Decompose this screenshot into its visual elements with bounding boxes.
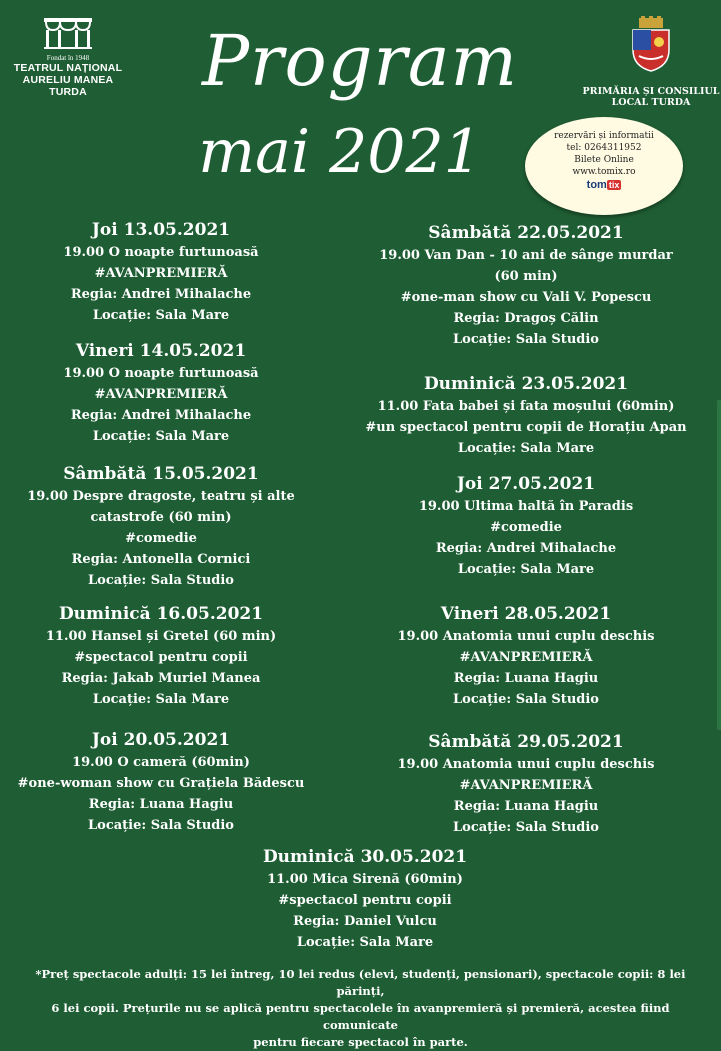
event-line: 11.00 Fata babei și fata moșului (60min) xyxy=(377,399,675,414)
event-line: (60 min) xyxy=(494,269,558,284)
city-crest-icon xyxy=(629,16,673,72)
booking-info xyxy=(525,117,683,215)
event-line: 19.00 Ultima haltă în Paradis xyxy=(418,499,634,514)
event-line: Locație: Sala Studio xyxy=(453,820,599,835)
scrollbar[interactable] xyxy=(717,400,721,730)
page-subtitle: mai 2021 xyxy=(198,117,482,187)
event-line: Locație: Sala Studio xyxy=(453,332,599,347)
event-block xyxy=(6,219,316,326)
event-line: Locație: Sala Mare xyxy=(92,308,230,323)
event-line: Locație: Sala Mare xyxy=(457,441,595,456)
event-date: Duminică 30.05.2021 xyxy=(262,847,468,867)
event-line: #AVANPREMIERĂ xyxy=(94,387,228,402)
event-line: #spectacol pentru copii xyxy=(278,893,452,908)
event-line: Regia: Antonella Cornici xyxy=(71,552,251,567)
event-line: Locație: Sala Studio xyxy=(88,818,234,833)
event-block xyxy=(356,373,696,459)
booking-line: Bilete Online xyxy=(574,155,634,165)
event-line: Locație: Sala Mare xyxy=(92,692,230,707)
event-line: #one-woman show cu Grațiela Bădescu xyxy=(17,776,305,791)
event-line: Regia: Daniel Vulcu xyxy=(293,914,437,929)
event-line: #one-man show cu Vali V. Popescu xyxy=(400,290,652,305)
theatre-name: TEATRUL NAȚIONAL AURELIU MANEA TURDA xyxy=(13,62,123,98)
event-block xyxy=(6,340,316,447)
event-line: catastrofe (60 min) xyxy=(90,510,232,525)
event-block xyxy=(356,731,696,838)
event-line: Regia: Luana Hagiu xyxy=(453,671,599,686)
event-line: 11.00 Mica Sirenă (60min) xyxy=(267,872,463,887)
event-line: 11.00 Hansel și Gretel (60 min) xyxy=(45,629,277,644)
event-date: Duminică 16.05.2021 xyxy=(58,604,264,624)
event-line: 19.00 Van Dan - 10 ani de sânge murdar xyxy=(379,248,673,263)
pricing-note: *Preț spectacole adulți: 15 lei întreg, 10 lei redus (elevi, studenți, pensionari), spectacole copii: 8 lei părinți, 6 lei copii. Prețurile nu se aplică pentru spectacolele în avanpremieră și premieră, acestea fiind comunicate pentru fiecare spectacol în parte. xyxy=(35,967,686,1049)
event-date: Sâmbătă 29.05.2021 xyxy=(428,732,624,752)
event-block xyxy=(6,729,316,836)
event-date: Sâmbătă 15.05.2021 xyxy=(63,464,259,484)
page-title: Program xyxy=(201,20,519,102)
tomtix-logo: tom tix xyxy=(586,179,620,191)
event-line: Locație: Sala Mare xyxy=(296,935,434,950)
event-line: Regia: Andrei Mihalache xyxy=(435,541,617,556)
event-line: Regia: Andrei Mihalache xyxy=(70,408,252,423)
event-block xyxy=(200,846,530,953)
event-line: Regia: Luana Hagiu xyxy=(88,797,234,812)
event-block xyxy=(356,473,696,580)
event-line: 19.00 O cameră (60min) xyxy=(72,755,250,770)
city-logo xyxy=(581,16,721,108)
city-hall-name: PRIMĂRIA ȘI CONSILIUL LOCAL TURDA xyxy=(582,86,720,108)
theatre-building-icon xyxy=(42,16,94,50)
event-block xyxy=(6,463,316,591)
event-line: #comedie xyxy=(490,520,562,535)
event-date: Duminică 23.05.2021 xyxy=(423,374,629,394)
event-line: #comedie xyxy=(125,531,197,546)
founded-label: Fondat în 1948 xyxy=(46,54,90,62)
event-line: Regia: Dragoș Călin xyxy=(453,311,599,326)
event-line: Regia: Andrei Mihalache xyxy=(70,287,252,302)
booking-phone: tel: 0264311952 xyxy=(566,143,642,153)
event-line: #spectacol pentru copii xyxy=(74,650,248,665)
event-line: 19.00 Despre dragoste, teatru și alte xyxy=(27,489,295,504)
event-line: Locație: Sala Mare xyxy=(457,562,595,577)
event-line: #AVANPREMIERĂ xyxy=(459,778,593,793)
event-block xyxy=(6,603,316,710)
event-line: #AVANPREMIERĂ xyxy=(94,266,228,281)
event-line: 19.00 O noapte furtunoasă xyxy=(63,245,259,260)
event-line: Locație: Sala Studio xyxy=(453,692,599,707)
event-line: 19.00 O noapte furtunoasă xyxy=(63,366,259,381)
event-date: Joi 20.05.2021 xyxy=(91,730,231,750)
event-line: Locație: Sala Mare xyxy=(92,429,230,444)
event-date: Joi 13.05.2021 xyxy=(91,220,231,240)
booking-line: rezervări și informatii xyxy=(554,131,654,141)
event-line: Regia: Luana Hagiu xyxy=(453,799,599,814)
event-date: Vineri 28.05.2021 xyxy=(440,604,612,624)
event-block xyxy=(356,603,696,710)
event-line: Regia: Jakab Muriel Manea xyxy=(61,671,261,686)
event-line: 19.00 Anatomia unui cuplu deschis xyxy=(397,757,655,772)
event-line: #un spectacol pentru copii de Horațiu Apan xyxy=(365,420,687,435)
theatre-logo xyxy=(8,16,128,98)
event-date: Vineri 14.05.2021 xyxy=(75,341,247,361)
event-line: #AVANPREMIERĂ xyxy=(459,650,593,665)
event-line: 19.00 Anatomia unui cuplu deschis xyxy=(397,629,655,644)
event-date: Sâmbătă 22.05.2021 xyxy=(428,223,624,243)
event-block xyxy=(356,222,696,350)
event-date: Joi 27.05.2021 xyxy=(456,474,596,494)
booking-website: www.tomix.ro xyxy=(572,167,636,177)
event-line: Locație: Sala Studio xyxy=(88,573,234,588)
